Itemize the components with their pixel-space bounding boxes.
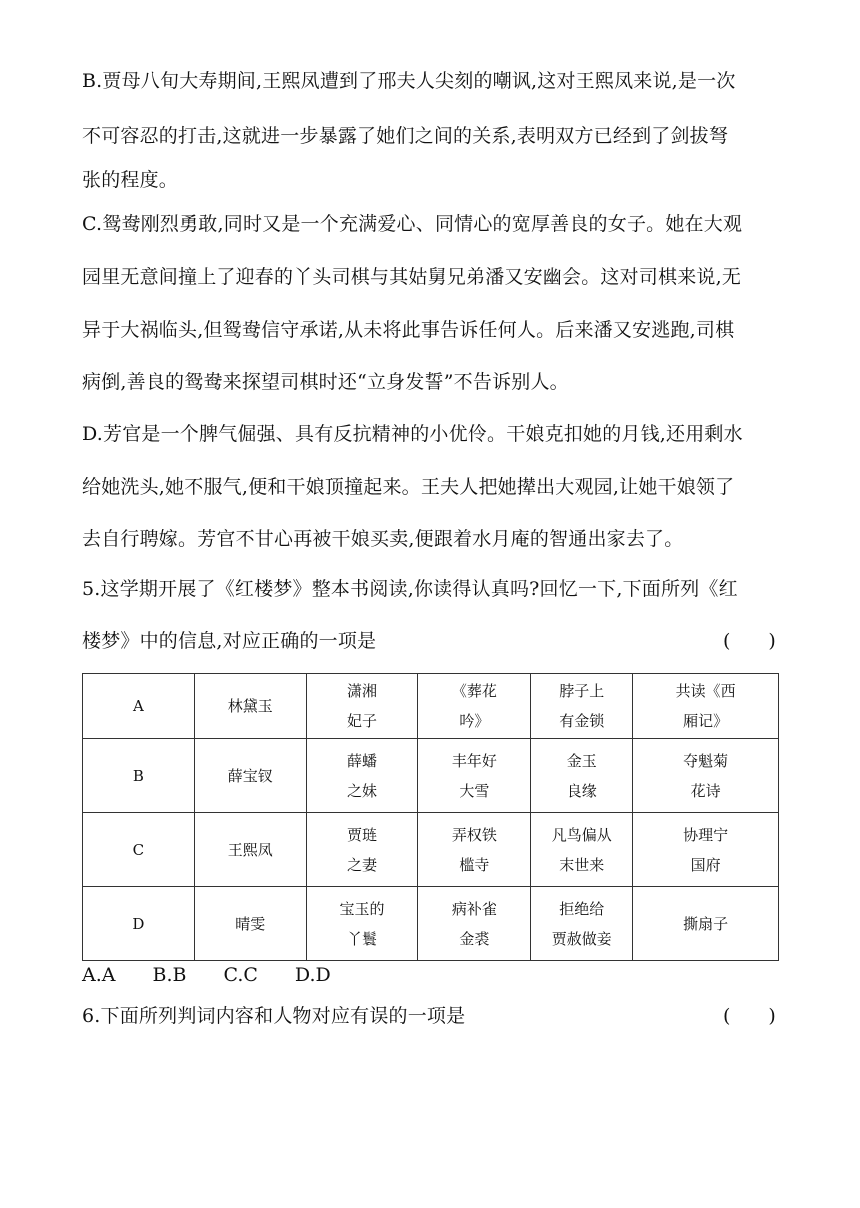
option-c-line-2: 园里无意间撞上了迎春的丫头司棋与其姑舅兄弟潘又安幽会。这对司棋来说,无 — [82, 266, 742, 288]
option-d-line-2: 给她洗头,她不服气,便和干娘顶撞起来。王夫人把她撵出大观园,让她干娘领了 — [82, 476, 735, 498]
table-cell: 夺魁菊 花诗 — [633, 739, 779, 813]
question-5-answer-blank: ( ) — [723, 630, 776, 652]
option-d-line-3: 去自行聘嫁。芳官不甘心再被干娘买卖,便跟着水月庵的智通出家去了。 — [82, 528, 684, 550]
answer-choice-d: D.D — [294, 964, 331, 986]
table-cell: 撕扇子 — [633, 887, 779, 961]
character-name: 王熙凤 — [194, 813, 306, 887]
table-cell: 金玉 良缘 — [531, 739, 633, 813]
answer-choice-c: C.C — [223, 964, 258, 986]
row-label: D — [83, 887, 195, 961]
table-cell: 共读《西 厢记》 — [633, 674, 779, 739]
question-5-line-1: 5.这学期开展了《红楼梦》整本书阅读,你读得认真吗?回忆一下,下面所列《红 — [82, 578, 738, 600]
character-name: 晴雯 — [194, 887, 306, 961]
question-6-text: 6.下面所列判词内容和人物对应有误的一项是 — [82, 1005, 466, 1027]
table-cell: 宝玉的 丫鬟 — [306, 887, 418, 961]
answer-choices — [82, 963, 368, 987]
answer-choice-a: A.A — [82, 964, 116, 986]
table-cell: 弄权铁 槛寺 — [418, 813, 531, 887]
table-cell: 丰年好 大雪 — [418, 739, 531, 813]
row-label: B — [83, 739, 195, 813]
question-6-answer-blank: ( ) — [723, 1005, 776, 1027]
option-c-line-3: 异于大祸临头,但鸳鸯信守承诺,从未将此事告诉任何人。后来潘又安逃跑,司棋 — [82, 319, 735, 341]
option-b-line-1: B.贾母八旬大寿期间,王熙凤遭到了邢夫人尖刻的嘲讽,这对王熙凤来说,是一次 — [82, 70, 736, 92]
table-cell: 协理宁 国府 — [633, 813, 779, 887]
table-cell: 潇湘 妃子 — [306, 674, 418, 739]
option-c-line-4: 病倒,善良的鸳鸯来探望司棋时还“立身发誓”不告诉别人。 — [82, 371, 569, 393]
table-row — [83, 739, 779, 813]
table-cell: 脖子上 有金锁 — [531, 674, 633, 739]
option-c-line-1: C.鸳鸯刚烈勇敢,同时又是一个充满爱心、同情心的宽厚善良的女子。她在大观 — [82, 213, 743, 235]
table-cell: 贾琏 之妻 — [306, 813, 418, 887]
option-d-line-1: D.芳官是一个脾气倔强、具有反抗精神的小优伶。干娘克扣她的月钱,还用剩水 — [82, 423, 743, 445]
table-row — [83, 813, 779, 887]
option-b-line-3: 张的程度。 — [82, 169, 179, 191]
table-row — [83, 674, 779, 739]
table-cell: 薛蟠 之妹 — [306, 739, 418, 813]
option-b-line-2: 不可容忍的打击,这就进一步暴露了她们之间的关系,表明双方已经到了剑拔弩 — [82, 125, 729, 147]
table-row — [83, 887, 779, 961]
answer-choice-b: B.B — [152, 964, 187, 986]
options-table — [82, 673, 779, 961]
table-cell: 拒绝给 贾赦做妾 — [531, 887, 633, 961]
table-cell: 《葬花 吟》 — [418, 674, 531, 739]
question-5-line-2: 楼梦》中的信息,对应正确的一项是 — [82, 630, 377, 652]
table-cell: 病补雀 金裘 — [418, 887, 531, 961]
row-label: A — [83, 674, 195, 739]
character-name: 林黛玉 — [194, 674, 306, 739]
character-name: 薛宝钗 — [194, 739, 306, 813]
row-label: C — [83, 813, 195, 887]
table-cell: 凡鸟偏从 末世来 — [531, 813, 633, 887]
